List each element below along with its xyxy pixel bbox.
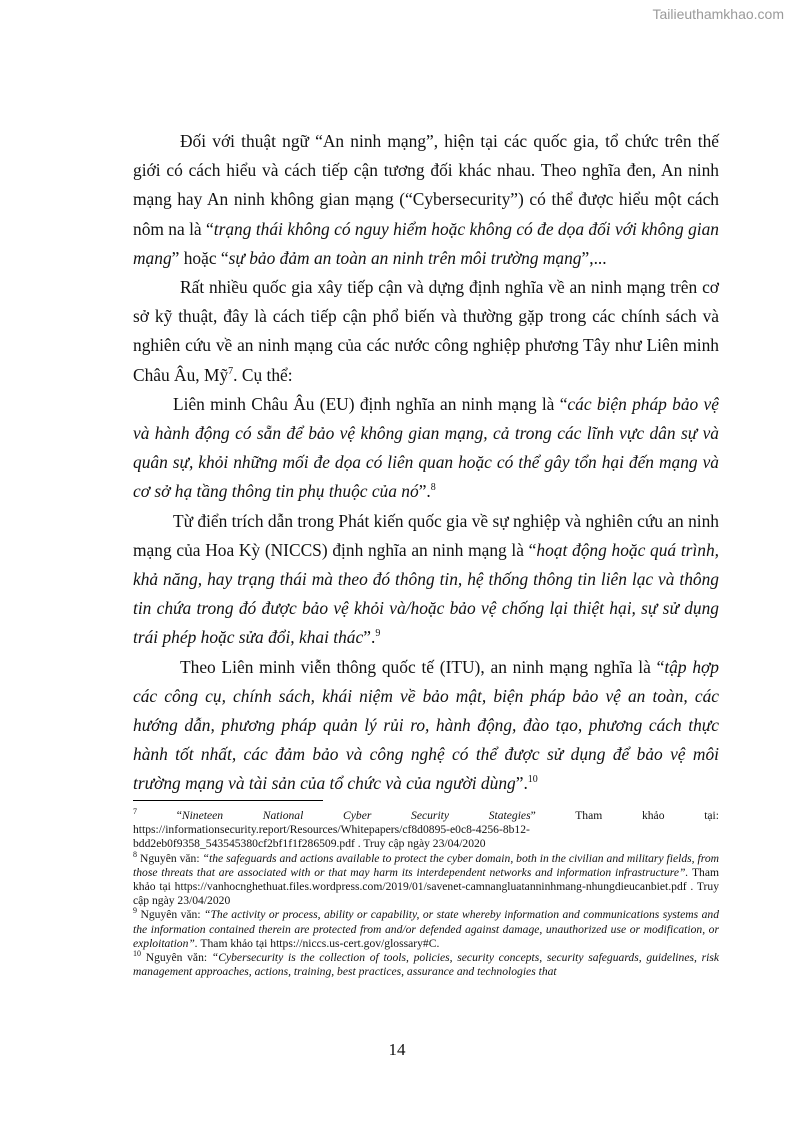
p4-text-c: ”.	[363, 627, 376, 648]
p1-text-c: ” hoặc “	[171, 247, 229, 268]
footnote-7-text-c: ” Tham khảo tại: https://informationsecurity.report/Resources/Whitepapers/cf8d0895-e0c8-4256-8b12-bdd2eb0f9358_543545380cf2bf1f1f286509.pdf . Truy cập ngày 23/04/2020	[133, 809, 719, 851]
footnote-8-number: 8	[133, 849, 137, 859]
p5-text-c: ”.	[515, 773, 528, 794]
footnote-9-number: 9	[133, 906, 137, 916]
footnote-9-text-c: Tham khảo tại https://niccs.us-cert.gov/glossary#C.	[197, 936, 440, 950]
p3-text-a: Liên minh Châu Âu (EU) định nghĩa an ninh mạng là “	[173, 393, 568, 414]
paragraph-3	[133, 390, 719, 507]
paragraph-4	[133, 507, 719, 653]
p5-italic-quote: tập hợp các công cụ, chính sách, khái niệm về bảo mật, biện pháp bảo vệ an toàn, các hướng dẫn, phương pháp quản lý rủi ro, hành động, đào tạo, phương cách thực hành tốt nhất, các đảm bảo và công nghệ có thể được sử dụng để bảo vệ môi trường mạng và tài sản của tổ chức và của người dùng	[133, 656, 719, 794]
p4-text-a: Từ điển trích dẫn trong Phát kiến quốc gia về sự nghiệp và nghiên cứu an ninh mạng của Hoa Kỳ (NICCS) định nghĩa an ninh mạng là “	[133, 510, 720, 560]
footnote-ref-9[interactable]: 9	[375, 628, 381, 640]
body-text	[133, 127, 719, 799]
p3-italic-quote: các biện pháp bảo vệ và hành động có sẵn để bảo vệ không gian mạng, cả trong các lĩnh vực dân sự và quân sự, khỏi những mối đe dọa có liên quan hoặc có thể gây tổn hại đến mạng và cơ sở hạ tầng thông tin phụ thuộc của nó	[133, 393, 719, 502]
footnote-ref-8[interactable]: 8	[430, 482, 436, 494]
paragraph-5	[133, 653, 719, 799]
p1-text-e: ”,...	[581, 247, 607, 268]
footnote-10	[133, 951, 719, 979]
watermark: Tailieuthamkhao.com	[652, 6, 784, 22]
footnote-7-text-a: “	[137, 809, 182, 822]
paragraph-2	[133, 273, 719, 390]
p1-italic-quote-1: trạng thái không có nguy hiểm hoặc không có đe dọa đối với không gian mạng	[133, 218, 719, 268]
p5-text-a: Theo Liên minh viễn thông quốc tế (ITU), an ninh mạng nghĩa là “	[180, 656, 665, 677]
footnote-ref-10[interactable]: 10	[527, 774, 538, 786]
p4-italic-quote: hoạt động hoặc quá trình, khả năng, hay trạng thái mà theo đó thông tin, hệ thống thông tin liên lạc và thông tin chứa trong đó được bảo vệ khỏi và/hoặc bảo vệ chống lại thiệt hại, sự sử dụng trái phép hoặc sửa đổi, khai thác	[133, 539, 720, 648]
footnote-ref-7[interactable]: 7	[228, 365, 234, 377]
page-number: 14	[388, 1040, 406, 1059]
footnote-8-quote: “the safeguards and actions available to protect the cyber domain, both in the civilian and military fields, from those threats that are associated with or that may harm its interdependent networks and information infrastructure”.	[133, 851, 719, 879]
footnote-9-quote: “The activity or process, ability or capability, or state whereby information and communications systems and the information contained therein are protected from and/or defended against damage, unauthorized use or modification, or exploitation”.	[133, 908, 719, 950]
footnotes	[133, 809, 719, 979]
p2-text-a: Rất nhiều quốc gia xây tiếp cận và dựng định nghĩa về an ninh mạng trên cơ sở kỹ thuật, đây là cách tiếp cận phổ biến và thường gặp trong các chính sách và nghiên cứu về an ninh mạng của các nước công nghiệp phương Tây như Liên minh Châu Âu, Mỹ	[133, 277, 719, 385]
paragraph-1	[133, 127, 719, 273]
footnote-9-text-a: Nguyên văn:	[137, 908, 205, 922]
p1-italic-quote-2: sự bảo đảm an toàn an ninh trên môi trường mạng	[228, 247, 582, 268]
footnote-separator	[133, 800, 323, 801]
footnote-7-number: 7	[133, 807, 137, 817]
footnote-10-quote: “Cybersecurity is the collection of tools, policies, security concepts, security safeguards, guidelines, risk management approaches, actions, training, best practices, assurance and technologies that	[133, 951, 719, 979]
footnote-7	[133, 809, 719, 852]
p3-text-c: ”.	[418, 481, 431, 502]
footnote-8	[133, 849, 719, 909]
p2-text-b: . Cụ thể:	[233, 364, 293, 385]
footnote-9	[133, 908, 719, 951]
footnote-7-title: Nineteen National Cyber Security Stategies	[181, 809, 531, 822]
footnote-8-text-c: Tham khảo tại https://vanhocnghethuat.files.wordpress.com/2019/01/savenet-camnangluatanninhmang-nhungdieucanbiet.pdf . Truy cập ngày 23/04/2020	[133, 865, 719, 908]
footnote-8-text-a: Nguyên văn:	[137, 851, 203, 865]
footnote-10-text-a: Nguyên văn:	[141, 951, 212, 965]
footnote-10-number: 10	[133, 949, 141, 959]
p1-text-a: Đối với thuật ngữ “An ninh mạng”, hiện tại các quốc gia, tổ chức trên thế giới có cách hiểu và cách tiếp cận tương đối khác nhau. Theo nghĩa đen, An ninh mạng hay An ninh không gian mạng (“Cybersecurity”) có thể được hiểu một cách nôm na là “	[133, 131, 719, 239]
